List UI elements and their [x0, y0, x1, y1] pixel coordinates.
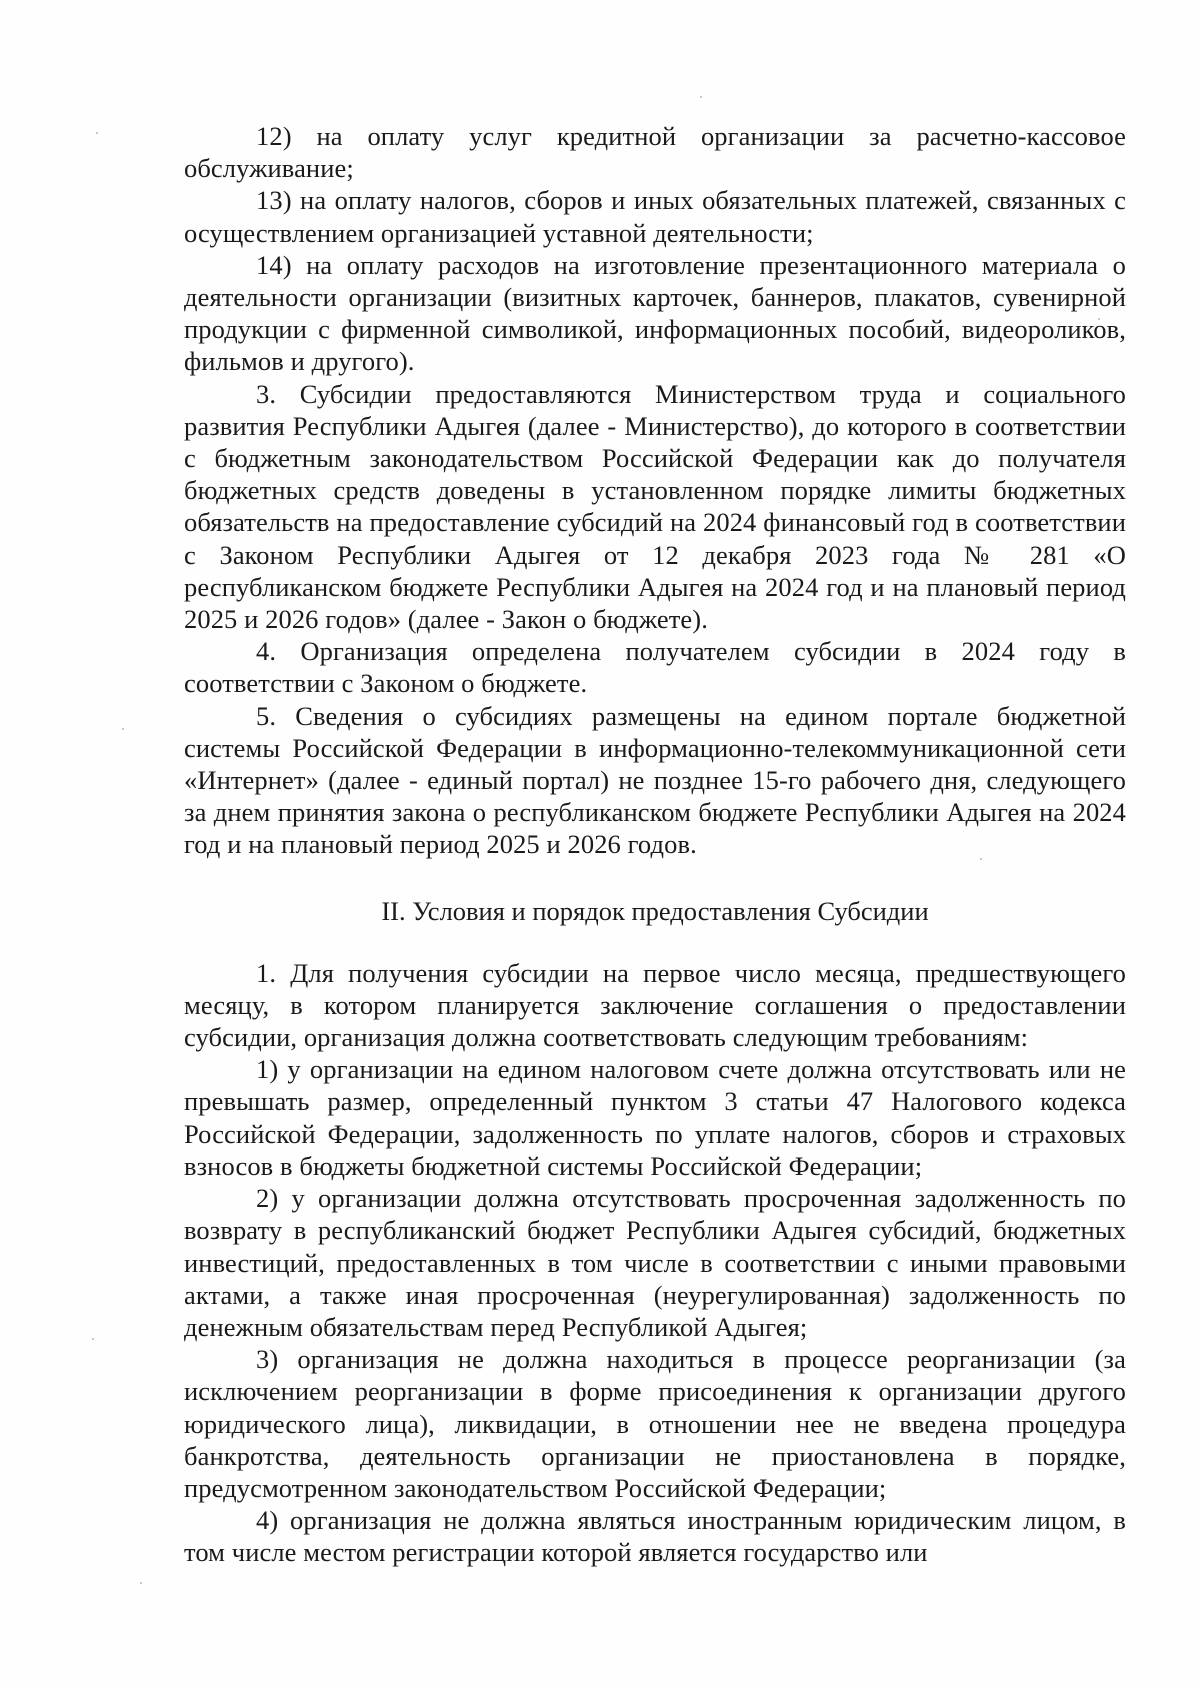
paragraph-requirement-2: 2) у организации должна отсутствовать просроченная задолженность по возврату в республиканский бюджет Республики Адыгея субсидий, бюджетных инвестиций, предоставленных в том числе в соответствии с иными правовыми актами, а также иная просроченная (неурегулированная) задолженность по денежным обязательствам перед Республикой Адыгея; — [184, 1183, 1126, 1342]
document-body — [184, 120, 1126, 1569]
scan-speck — [96, 132, 98, 134]
paragraph-requirement-4: 4) организация не должна являться иностранным юридическим лицом, в том числе местом регистрации которой является государство или — [184, 1505, 1126, 1568]
paragraph-clause-4: 4. Организация определена получателем субсидии в 2024 году в соответствии с Законом о бюджете. — [184, 636, 1126, 699]
paragraph-requirements-intro: 1. Для получения субсидии на первое число месяца, предшествующего месяцу, в котором планируется заключение соглашения о предоставлении субсидии, организация должна соответствовать следующим требованиям: — [184, 957, 1126, 1053]
section-heading: II. Условия и порядок предоставления Субсидии — [381, 895, 929, 926]
paragraph-item-14: 14) на оплату расходов на изготовление презентационного материала о деятельности организации (визитных карточек, баннеров, плакатов, сувенирной продукции с фирменной символикой, информационных пособий, видеороликов, фильмов и другого). — [184, 249, 1126, 377]
scan-speck — [92, 1338, 94, 1340]
paragraph-requirement-1: 1) у организации на едином налоговом счете должна отсутствовать или не превышать размер, определенный пунктом 3 статьи 47 Налогового кодекса Российской Федерации, задолженность по уплате налогов, сборов и страховых взносов в бюджеты бюджетной системы Российской Федерации; — [184, 1054, 1126, 1181]
paragraph-item-12: 12) на оплату услуг кредитной организации за расчетно-кассовое обслуживание; — [184, 121, 1126, 184]
paragraph-item-13: 13) на оплату налогов, сборов и иных обязательных платежей, связанных с осуществлением организацией уставной деятельности; — [184, 185, 1126, 248]
paragraph-clause-3: 3. Субсидии предоставляются Министерством труда и социального развития Республики Адыгея (далее - Министерство), до которого в соответствии с бюджетным законодательством Российской Федерации как до получателя бюджетных средств доведены в установленном порядке лимиты бюджетных обязательств на предоставление субсидий на 2024 финансовый год в соответствии с Законом Республики Адыгея от 12 декабря 2023 года № 281 «О республиканском бюджете Республики Адыгея на 2024 год и на плановый период 2025 и 2026 годов» (далее - Закон о бюджете). — [184, 378, 1126, 635]
paragraph-requirement-3: 3) организация не должна находиться в процессе реорганизации (за исключением реорганизации в форме присоединения к организации другого юридического лица), ликвидации, в отношении нее не введена процедура банкротства, деятельность организации не приостановлена в порядке, предусмотренном законодательством Российской Федерации; — [184, 1344, 1126, 1503]
scan-speck — [700, 96, 702, 98]
scan-speck — [140, 1582, 142, 1584]
paragraph-clause-5: 5. Сведения о субсидиях размещены на едином портале бюджетной системы Российской Федерации в информационно-телекоммуникационной сети «Интернет» (далее - единый портал) не позднее 15-го рабочего дня, следующего за днем принятия закона о республиканском бюджете Республики Адыгея на 2024 год и на плановый период 2025 и 2026 годов. — [184, 700, 1126, 860]
scan-speck — [122, 728, 124, 730]
